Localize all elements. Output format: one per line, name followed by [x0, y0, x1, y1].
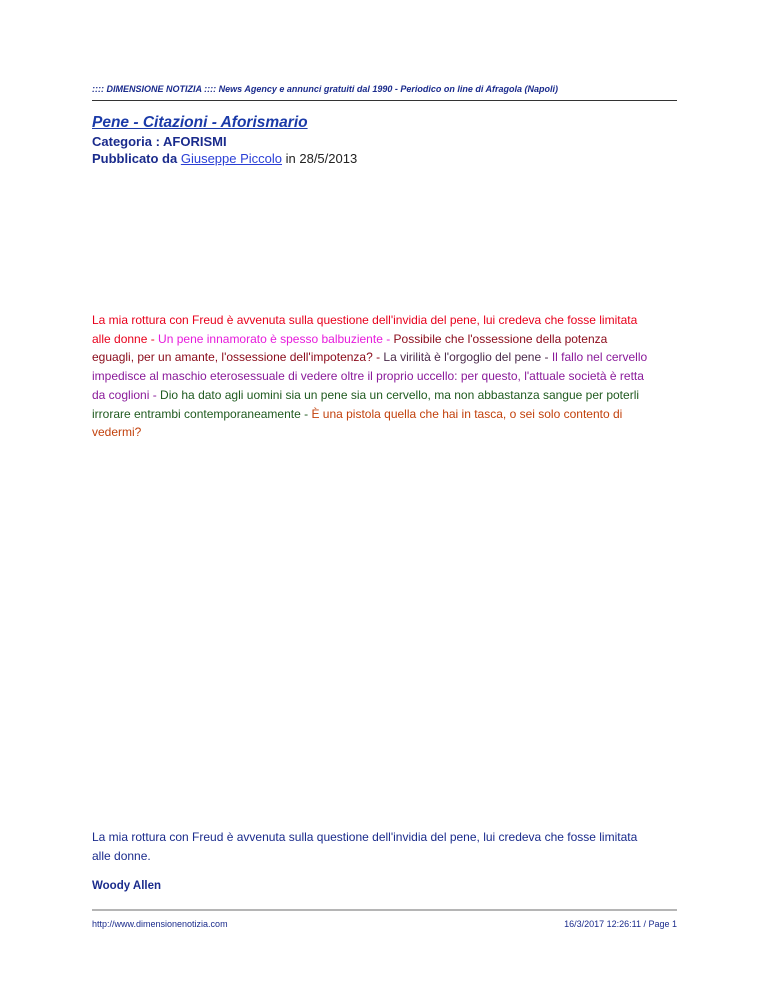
footer-page-info: 16/3/2017 12:26:11 / Page 1: [564, 919, 677, 929]
publish-date: in 28/5/2013: [282, 151, 358, 166]
site-banner: :::: DIMENSIONE NOTIZIA :::: News Agency e annunci gratuiti dal 1990 - Periodico on line di Afragola (Napoli): [92, 84, 559, 94]
quote-segment: È una pistola quella che hai in tasca, o sei solo contento di vedermi?: [92, 406, 623, 440]
header-divider: [92, 100, 677, 101]
footer-divider: [92, 909, 677, 911]
quote-segment: Dio ha dato agli uomini sia un pene sia un cervello, ma non abbastanza sangue per poterli irrorare entrambi contemporaneamente -: [92, 387, 640, 421]
article-category: Categoria : AFORISMI: [92, 134, 227, 149]
article-published-line: [92, 151, 357, 166]
article-title[interactable]: Pene - Citazioni - Aforismario: [92, 114, 308, 131]
featured-quote: La mia rottura con Freud è avvenuta sulla questione dell'invidia del pene, lui credeva che fosse limitata alle donne.: [92, 830, 638, 863]
quote-segment: La mia rottura con Freud è avvenuta sulla questione dell'invidia del pene, lui credeva che fosse limitata alle donne -: [92, 313, 638, 346]
quote-segment: Possibile che l'ossessione della potenza eguagli, per un amante, l'ossessione dell'impotenza? -: [92, 331, 608, 365]
quotes-paragraph: [92, 311, 652, 442]
footer-url[interactable]: http://www.dimensionenotizia.com: [92, 919, 228, 929]
quote-author: Woody Allen: [92, 880, 161, 892]
published-prefix: Pubblicato da: [92, 151, 181, 166]
author-link[interactable]: Giuseppe Piccolo: [180, 151, 283, 166]
quote-segment: Un pene innamorato è spesso balbuziente -: [158, 331, 394, 346]
quote-segment: Il fallo nel cervello impedisce al maschio eterosessuale di vedere oltre il proprio uccello: per questo, l'attuale società è retta da coglioni -: [92, 350, 648, 402]
quote-segment: La virilità è l'orgoglio del pene -: [383, 350, 552, 365]
